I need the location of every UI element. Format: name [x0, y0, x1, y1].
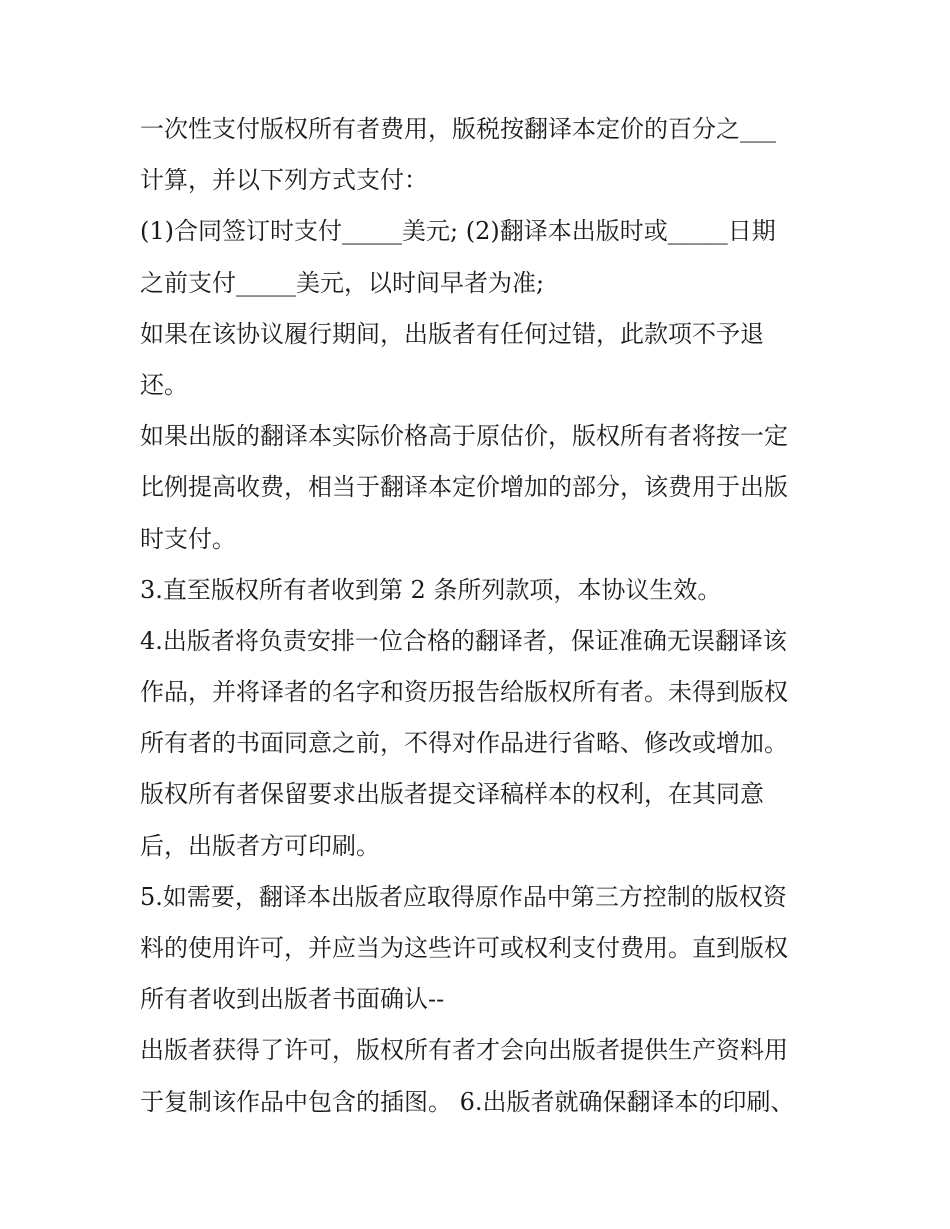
text-line: 如果在该协议履行期间，出版者有任何过错，此款项不予退: [140, 319, 764, 348]
text-line: 计算，并以下列方式支付：: [140, 166, 428, 195]
text-line: 4.出版者将负责安排一位合格的翻译者，保证准确无误翻译该: [140, 626, 787, 655]
text-line: 还。: [140, 370, 188, 399]
text-line: 时支付。: [140, 524, 236, 553]
text-line: 比例提高收费，相当于翻译本定价增加的部分，该费用于出版: [140, 473, 788, 502]
text-line: 于复制该作品中包含的插图。 6.出版者就确保翻译本的印刷、: [140, 1087, 795, 1116]
text-line: 如果出版的翻译本实际价格高于原估价，版权所有者将按一定: [140, 422, 788, 451]
text-line: 所有者收到出版者书面确认--: [140, 985, 445, 1014]
text-line: 所有者的书面同意之前，不得对作品进行省略、修改或增加。: [140, 729, 788, 758]
text-line: 之前支付_____美元，以时间早者为准;: [140, 268, 545, 297]
text-line: 一次性支付版权所有者费用，版税按翻译本定价的百分之___: [140, 115, 776, 143]
text-line: 3.直至版权所有者收到第 2 条所列款项，本协议生效。: [140, 575, 722, 604]
text-line: 作品，并将译者的名字和资历报告给版权所有者。未得到版权: [140, 678, 788, 707]
text-line: (1)合同签订时支付_____美元; (2)翻译本出版时或_____日期: [140, 217, 776, 246]
document-body: [140, 104, 820, 1128]
text-line: 5.如需要，翻译本出版者应取得原作品中第三方控制的版权资: [140, 882, 787, 911]
text-line: 出版者获得了许可，版权所有者才会向出版者提供生产资料用: [140, 1036, 788, 1065]
text-line: 料的使用许可，并应当为这些许可或权利支付费用。直到版权: [140, 934, 788, 962]
text-line: 后，出版者方可印刷。: [140, 831, 380, 860]
text-line: 版权所有者保留要求出版者提交译稿样本的权利，在其同意: [140, 780, 764, 809]
